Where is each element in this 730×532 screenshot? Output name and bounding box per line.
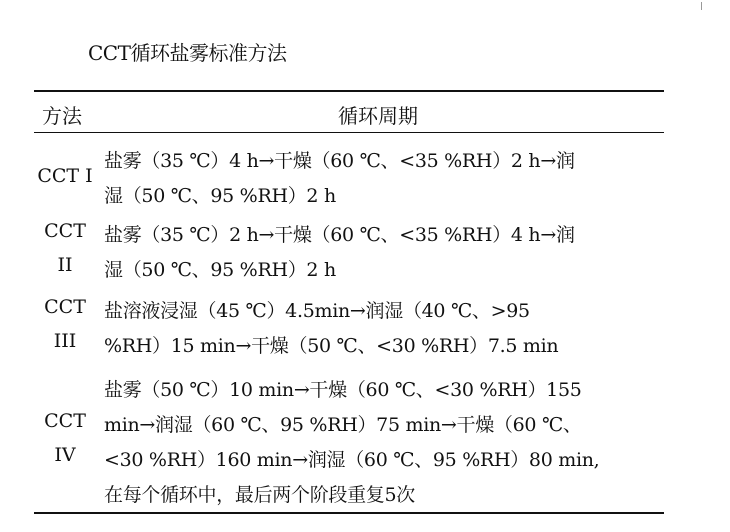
row-3-method-line-2: III [53,330,77,352]
table-caption: CCT循环盐雾标准方法 [88,41,287,65]
row-4-cycle-line-3: <30 %RH）160 min→润湿（60 ℃、95 %RH）80 min, [104,449,600,471]
row-2-method [34,214,96,282]
header-cycle: 循环周期 [338,104,418,128]
row-3-method-line-1: CCT [44,296,86,318]
row-4-method-line-1: CCT [44,410,86,432]
row-4-cycle-line-2: min→润湿（60 ℃、95 %RH）75 min→干燥（60 ℃、 [104,414,582,436]
row-4-cycle-line-4: 在每个循环中，最后两个阶段重复5次 [104,484,415,506]
page-edge-mark [701,2,702,10]
row-2-method-line-2: II [57,254,73,276]
table-header-rule [34,132,664,133]
row-2-cycle-line-2: 湿（50 ℃、95 %RH）2 h [104,259,336,281]
header-method: 方法 [42,104,82,128]
row-2-method-line-1: CCT [44,220,86,242]
row-1-method-line-1: CCT I [37,165,93,187]
row-3-method [34,290,96,358]
table-top-rule [34,90,664,92]
row-2-cycle-line-1: 盐雾（35 ℃）2 h→干燥（60 ℃、<35 %RH）4 h→润 [104,224,575,246]
row-4-method [34,404,96,472]
table-bottom-rule [34,512,664,514]
row-1-cycle-line-2: 湿（50 ℃、95 %RH）2 h [104,185,336,207]
row-4-cycle-line-1: 盐雾（50 ℃）10 min→干燥（60 ℃、<30 %RH）155 [104,379,582,401]
row-1-cycle-line-1: 盐雾（35 ℃）4 h→干燥（60 ℃、<35 %RH）2 h→润 [104,150,575,172]
row-3-cycle-line-1: 盐溶液浸湿（45 ℃）4.5min→润湿（40 ℃、>95 [104,300,530,322]
row-3-cycle-line-2: %RH）15 min→干燥（50 ℃、<30 %RH）7.5 min [104,335,559,357]
row-4-method-line-2: IV [54,444,76,466]
row-1-method [34,159,96,193]
